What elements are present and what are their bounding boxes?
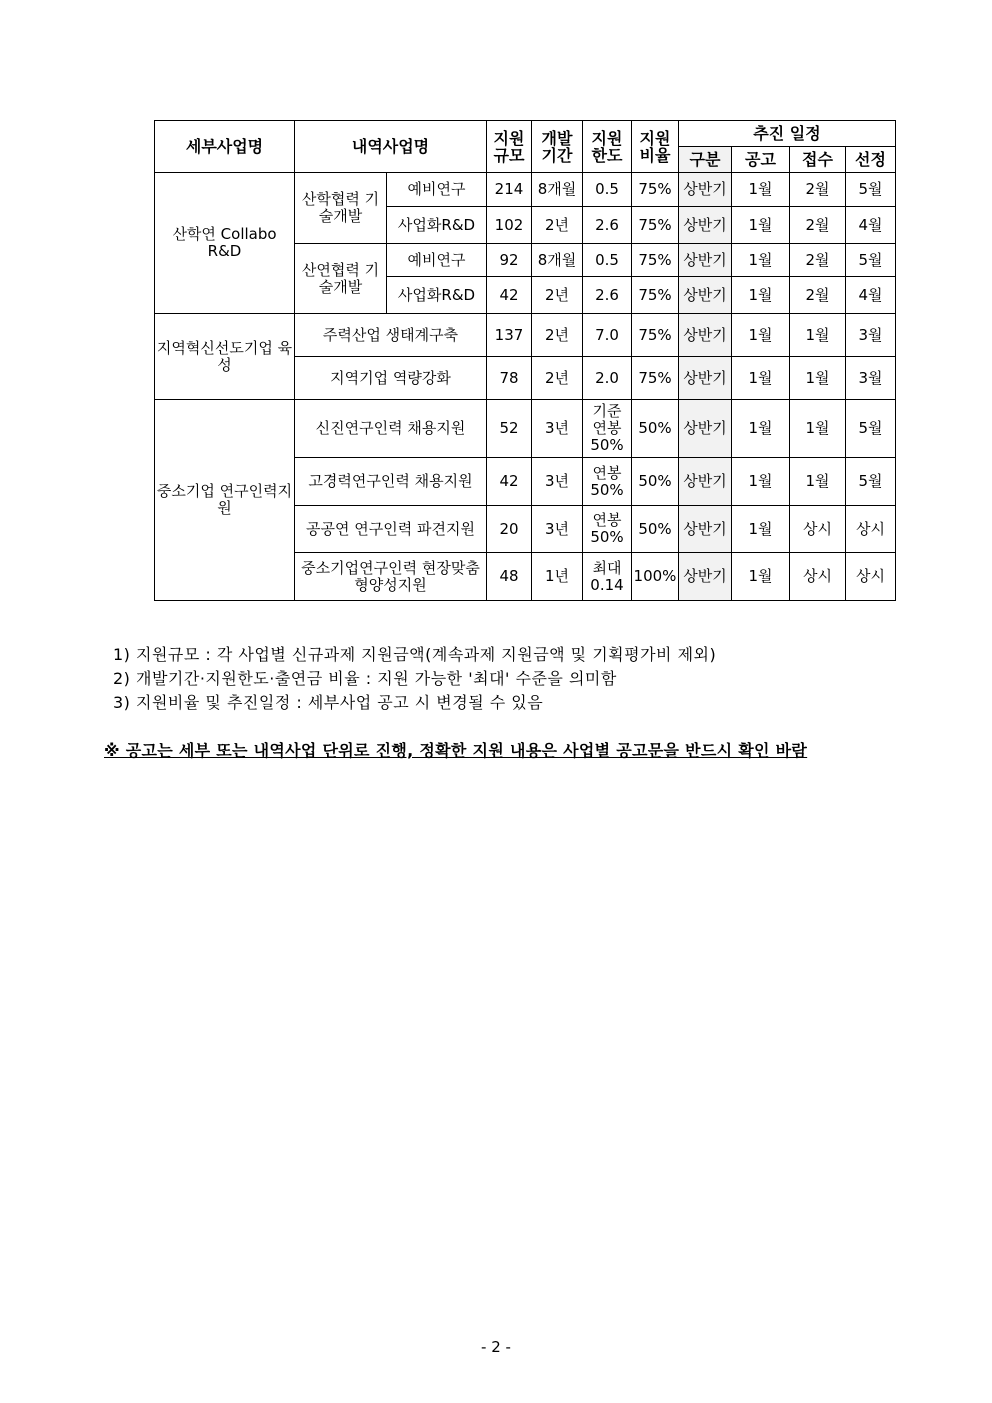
table-row: [155, 314, 896, 357]
cell-scale: 102: [487, 207, 532, 244]
cell-period: 3년: [532, 400, 583, 458]
cell-limit: 7.0: [583, 314, 632, 357]
cell-limit: 기준 연봉 50%: [583, 400, 632, 458]
cell-half: 상반기: [679, 553, 732, 601]
cell-scale: 214: [487, 173, 532, 207]
cell-limit: 0.5: [583, 173, 632, 207]
cell-period: 1년: [532, 553, 583, 601]
cell-receive: 1월: [790, 314, 846, 357]
cell-half: 상반기: [679, 207, 732, 244]
cell-announce: 1월: [732, 207, 790, 244]
header-half: 구분: [679, 147, 732, 173]
cell-scale: 48: [487, 553, 532, 601]
header-receive: 접수: [790, 147, 846, 173]
cell-select: 상시: [846, 553, 896, 601]
header-ratio: 지원 비율: [632, 121, 679, 173]
cell-sub: 지역기업 역량강화: [295, 357, 487, 400]
header-announce: 공고: [732, 147, 790, 173]
group-regional: 지역혁신선도기업 육성: [155, 314, 295, 400]
cell-sub: 예비연구: [387, 244, 487, 277]
cell-sub: 중소기업연구인력 현장맞춤형양성지원: [295, 553, 487, 601]
cell-period: 2년: [532, 277, 583, 314]
cell-period: 3년: [532, 458, 583, 506]
cell-receive: 1월: [790, 458, 846, 506]
header-limit: 지원 한도: [583, 121, 632, 173]
cell-select: 5월: [846, 244, 896, 277]
cell-select: 상시: [846, 506, 896, 553]
cell-ratio: 50%: [632, 400, 679, 458]
cell-limit: 2.6: [583, 277, 632, 314]
cell-ratio: 75%: [632, 207, 679, 244]
cell-receive: 상시: [790, 506, 846, 553]
cell-limit: 연봉 50%: [583, 458, 632, 506]
cell-limit: 연봉 50%: [583, 506, 632, 553]
cell-half: 상반기: [679, 314, 732, 357]
cell-ratio: 75%: [632, 244, 679, 277]
footnote-3: 3) 지원비율 및 추진일정 : 세부사업 공고 시 변경될 수 있음: [113, 693, 544, 712]
cell-limit: 2.0: [583, 357, 632, 400]
footnote-2: 2) 개발기간·지원한도·출연금 비율 : 지원 가능한 '최대' 수준을 의미함: [113, 669, 617, 688]
cell-scale: 78: [487, 357, 532, 400]
cell-receive: 상시: [790, 553, 846, 601]
cell-select: 5월: [846, 173, 896, 207]
cell-sub: 신진연구인력 채용지원: [295, 400, 487, 458]
cell-ratio: 100%: [632, 553, 679, 601]
header-program: 세부사업명: [155, 121, 295, 173]
cell-half: 상반기: [679, 400, 732, 458]
cell-receive: 2월: [790, 173, 846, 207]
cell-half: 상반기: [679, 357, 732, 400]
cell-announce: 1월: [732, 400, 790, 458]
cell-announce: 1월: [732, 244, 790, 277]
cell-sub: 사업화R&D: [387, 277, 487, 314]
page-number: - 2 -: [481, 1338, 511, 1356]
cell-select: 4월: [846, 207, 896, 244]
group-industry-institute: 산연협력 기술개발: [295, 244, 387, 314]
cell-receive: 2월: [790, 244, 846, 277]
cell-receive: 1월: [790, 400, 846, 458]
cell-limit: 2.6: [583, 207, 632, 244]
cell-period: 8개월: [532, 173, 583, 207]
cell-limit: 최대 0.14: [583, 553, 632, 601]
cell-scale: 137: [487, 314, 532, 357]
cell-ratio: 75%: [632, 314, 679, 357]
table-row: [155, 400, 896, 458]
cell-announce: 1월: [732, 314, 790, 357]
group-industry-academia: 산학협력 기술개발: [295, 173, 387, 244]
cell-sub: 사업화R&D: [387, 207, 487, 244]
cell-half: 상반기: [679, 506, 732, 553]
cell-announce: 1월: [732, 553, 790, 601]
cell-scale: 42: [487, 277, 532, 314]
cell-announce: 1월: [732, 506, 790, 553]
cell-scale: 92: [487, 244, 532, 277]
group-collabo: 산학연 Collabo R&D: [155, 173, 295, 314]
cell-receive: 1월: [790, 357, 846, 400]
cell-half: 상반기: [679, 173, 732, 207]
cell-limit: 0.5: [583, 244, 632, 277]
notice-text: ※ 공고는 세부 또는 내역사업 단위로 진행, 정확한 지원 내용은 사업별 공고문을 반드시 확인 바람: [104, 741, 808, 760]
cell-ratio: 75%: [632, 277, 679, 314]
cell-half: 상반기: [679, 277, 732, 314]
cell-half: 상반기: [679, 244, 732, 277]
cell-ratio: 50%: [632, 506, 679, 553]
cell-select: 5월: [846, 400, 896, 458]
cell-select: 5월: [846, 458, 896, 506]
cell-announce: 1월: [732, 357, 790, 400]
cell-period: 3년: [532, 506, 583, 553]
cell-ratio: 75%: [632, 357, 679, 400]
group-sme: 중소기업 연구인력지원: [155, 400, 295, 601]
cell-announce: 1월: [732, 458, 790, 506]
cell-scale: 52: [487, 400, 532, 458]
table-row: [155, 173, 896, 207]
cell-period: 8개월: [532, 244, 583, 277]
cell-sub: 고경력연구인력 채용지원: [295, 458, 487, 506]
header-subprogram: 내역사업명: [295, 121, 487, 173]
cell-ratio: 75%: [632, 173, 679, 207]
cell-select: 4월: [846, 277, 896, 314]
footnote-1: 1) 지원규모 : 각 사업별 신규과제 지원금액(계속과제 지원금액 및 기획평가비 제외): [113, 645, 717, 664]
cell-announce: 1월: [732, 173, 790, 207]
cell-scale: 20: [487, 506, 532, 553]
cell-sub: 주력산업 생태계구축: [295, 314, 487, 357]
cell-period: 2년: [532, 357, 583, 400]
cell-select: 3월: [846, 357, 896, 400]
header-schedule: 추진 일정: [679, 121, 896, 147]
footnotes: [113, 643, 716, 715]
cell-sub: 공공연 연구인력 파견지원: [295, 506, 487, 553]
cell-ratio: 50%: [632, 458, 679, 506]
cell-select: 3월: [846, 314, 896, 357]
cell-receive: 2월: [790, 207, 846, 244]
cell-sub: 예비연구: [387, 173, 487, 207]
header-scale: 지원 규모: [487, 121, 532, 173]
cell-period: 2년: [532, 207, 583, 244]
header-select: 선정: [846, 147, 896, 173]
cell-period: 2년: [532, 314, 583, 357]
cell-announce: 1월: [732, 277, 790, 314]
cell-half: 상반기: [679, 458, 732, 506]
cell-scale: 42: [487, 458, 532, 506]
support-program-table: [154, 120, 896, 601]
header-period: 개발 기간: [532, 121, 583, 173]
cell-receive: 2월: [790, 277, 846, 314]
